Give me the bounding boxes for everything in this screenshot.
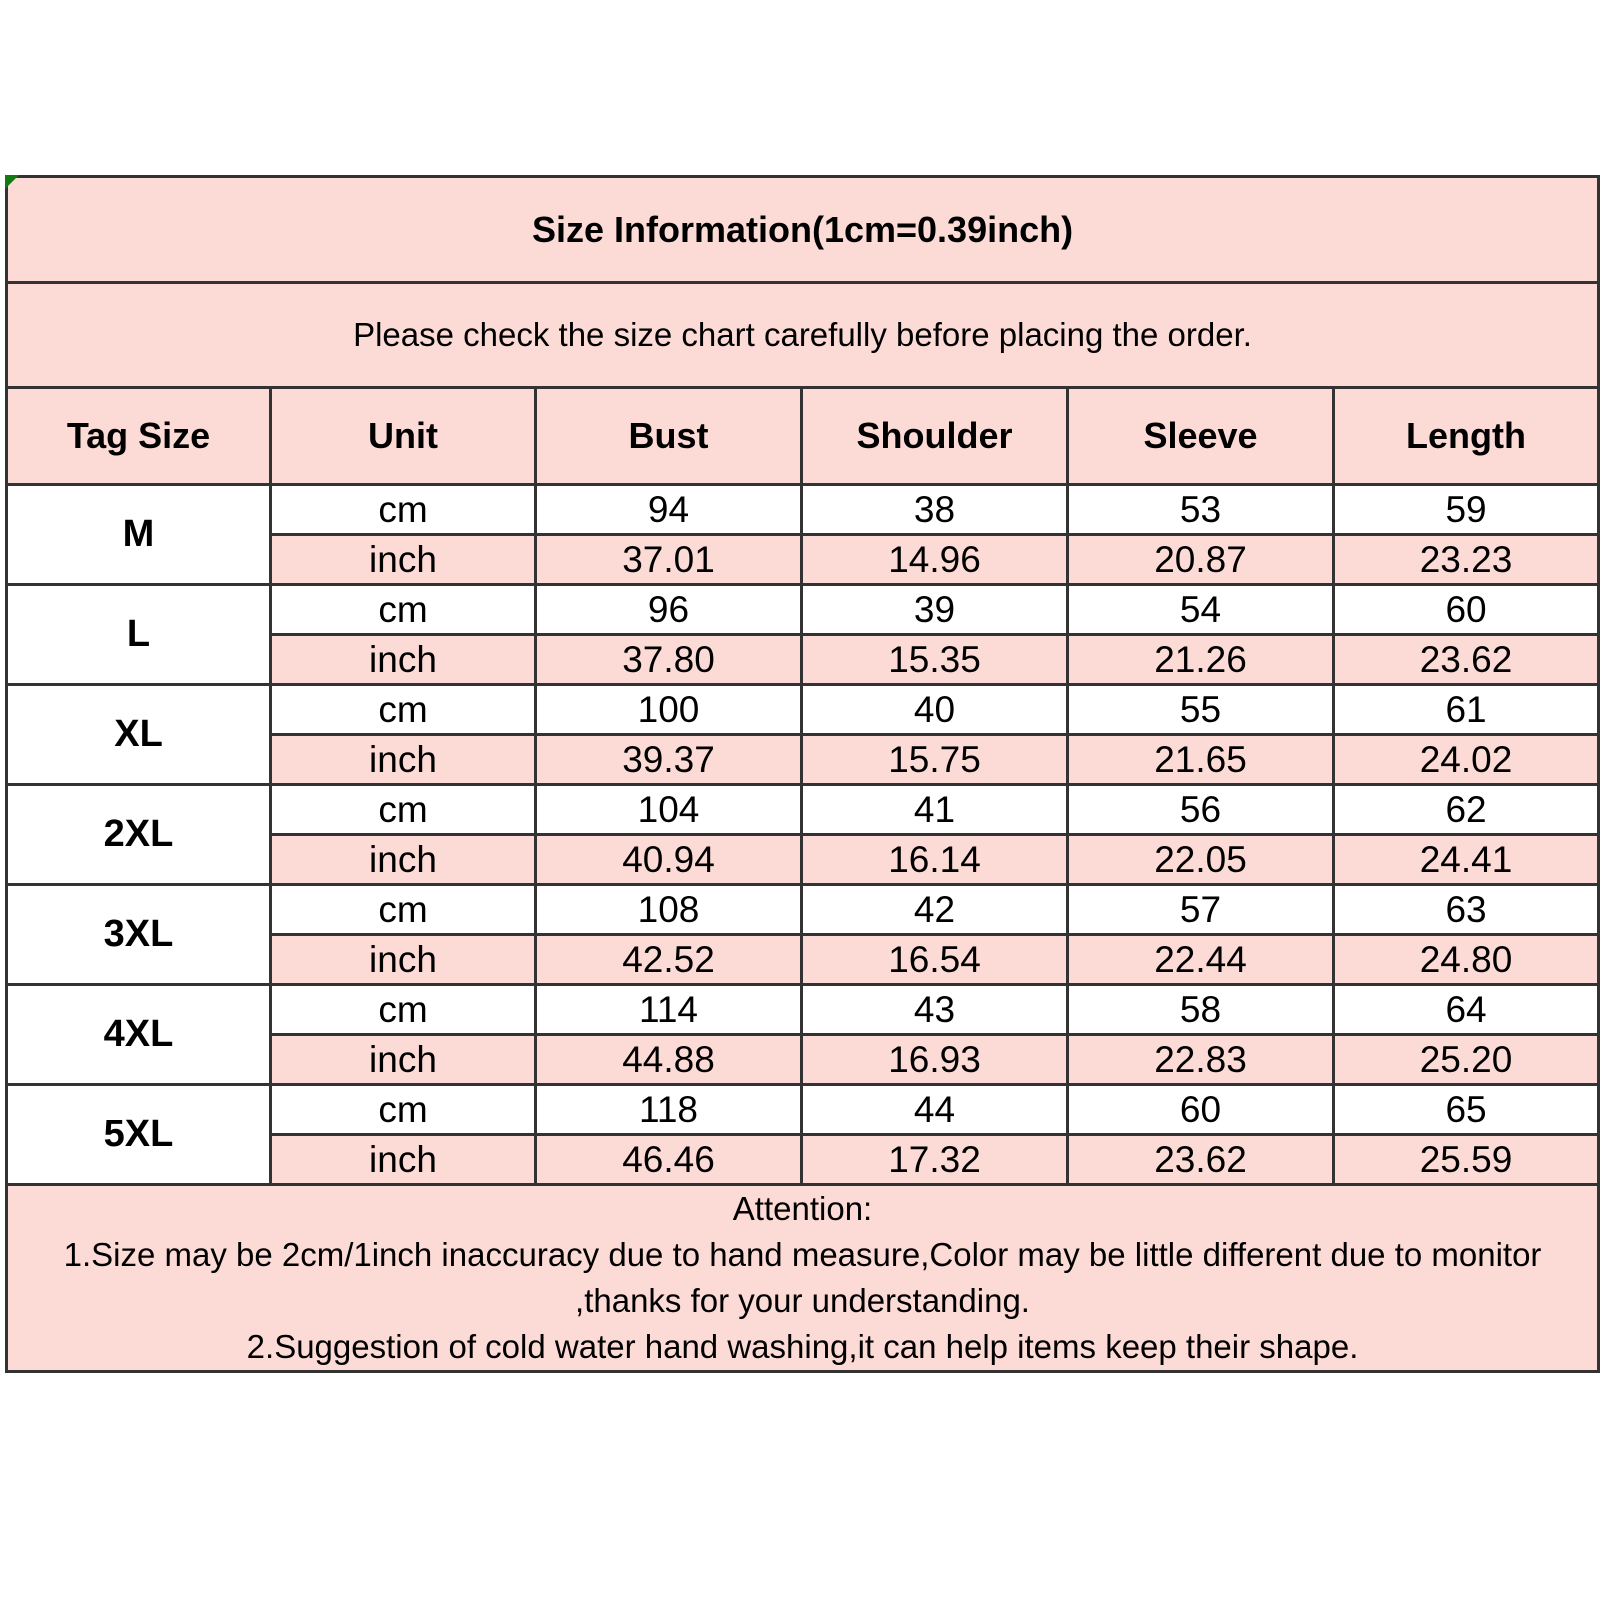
- unit-label-inch: inch: [271, 935, 536, 985]
- column-header-tag-size: Tag Size: [7, 388, 271, 485]
- attention-note: [7, 1185, 1599, 1372]
- cell-3xl-bust-inch: 42.52: [536, 935, 802, 985]
- table-row-5xl-cm: [7, 1085, 1599, 1135]
- unit-label-inch: inch: [271, 835, 536, 885]
- cell-4xl-shoulder-inch: 16.93: [802, 1035, 1068, 1085]
- cell-xl-length-inch: 24.02: [1334, 735, 1599, 785]
- table-row-l-cm: [7, 585, 1599, 635]
- tag-size-4xl: 4XL: [7, 985, 271, 1085]
- cell-5xl-shoulder-cm: 44: [802, 1085, 1068, 1135]
- unit-label-cm: cm: [271, 985, 536, 1035]
- cell-3xl-shoulder-inch: 16.54: [802, 935, 1068, 985]
- cell-m-bust-inch: 37.01: [536, 535, 802, 585]
- column-header-unit: Unit: [271, 388, 536, 485]
- cell-l-sleeve-cm: 54: [1068, 585, 1334, 635]
- column-header-row: [7, 388, 1599, 485]
- unit-label-inch: inch: [271, 735, 536, 785]
- cell-2xl-bust-inch: 40.94: [536, 835, 802, 885]
- tag-size-3xl: 3XL: [7, 885, 271, 985]
- tag-size-m: M: [7, 485, 271, 585]
- cell-2xl-length-cm: 62: [1334, 785, 1599, 835]
- cell-5xl-bust-cm: 118: [536, 1085, 802, 1135]
- cell-3xl-length-cm: 63: [1334, 885, 1599, 935]
- unit-label-cm: cm: [271, 585, 536, 635]
- attention-line-2: 2.Suggestion of cold water hand washing,it can help items keep their shape.: [246, 1328, 1359, 1365]
- cell-l-bust-cm: 96: [536, 585, 802, 635]
- attention-row: [7, 1185, 1599, 1372]
- cell-l-shoulder-inch: 15.35: [802, 635, 1068, 685]
- cell-5xl-sleeve-inch: 23.62: [1068, 1135, 1334, 1185]
- column-header-bust: Bust: [536, 388, 802, 485]
- cell-2xl-shoulder-cm: 41: [802, 785, 1068, 835]
- unit-label-cm: cm: [271, 1085, 536, 1135]
- cell-5xl-bust-inch: 46.46: [536, 1135, 802, 1185]
- cell-xl-bust-inch: 39.37: [536, 735, 802, 785]
- cell-m-shoulder-cm: 38: [802, 485, 1068, 535]
- attention-heading: Attention:: [732, 1190, 873, 1227]
- cell-xl-bust-cm: 100: [536, 685, 802, 735]
- cell-4xl-length-inch: 25.20: [1334, 1035, 1599, 1085]
- cell-2xl-sleeve-inch: 22.05: [1068, 835, 1334, 885]
- cell-3xl-sleeve-cm: 57: [1068, 885, 1334, 935]
- unit-label-inch: inch: [271, 1135, 536, 1185]
- cell-l-bust-inch: 37.80: [536, 635, 802, 685]
- cell-l-shoulder-cm: 39: [802, 585, 1068, 635]
- cell-xl-shoulder-cm: 40: [802, 685, 1068, 735]
- unit-label-inch: inch: [271, 635, 536, 685]
- table-row-4xl-cm: [7, 985, 1599, 1035]
- cell-3xl-sleeve-inch: 22.44: [1068, 935, 1334, 985]
- cell-m-bust-cm: 94: [536, 485, 802, 535]
- cell-m-sleeve-cm: 53: [1068, 485, 1334, 535]
- cell-4xl-bust-cm: 114: [536, 985, 802, 1035]
- cell-3xl-length-inch: 24.80: [1334, 935, 1599, 985]
- cell-2xl-bust-cm: 104: [536, 785, 802, 835]
- tag-size-l: L: [7, 585, 271, 685]
- tag-size-xl: XL: [7, 685, 271, 785]
- cell-xl-length-cm: 61: [1334, 685, 1599, 735]
- page-title: Size Information(1cm=0.39inch): [7, 177, 1599, 283]
- cell-xl-sleeve-cm: 55: [1068, 685, 1334, 735]
- cell-m-shoulder-inch: 14.96: [802, 535, 1068, 585]
- table-row-3xl-cm: [7, 885, 1599, 935]
- column-header-length: Length: [1334, 388, 1599, 485]
- cell-2xl-length-inch: 24.41: [1334, 835, 1599, 885]
- unit-label-cm: cm: [271, 685, 536, 735]
- tag-size-5xl: 5XL: [7, 1085, 271, 1185]
- table-row-2xl-cm: [7, 785, 1599, 835]
- column-header-shoulder: Shoulder: [802, 388, 1068, 485]
- cell-4xl-sleeve-cm: 58: [1068, 985, 1334, 1035]
- cell-3xl-shoulder-cm: 42: [802, 885, 1068, 935]
- attention-line-1-cont: ,thanks for your understanding.: [575, 1282, 1030, 1319]
- unit-label-cm: cm: [271, 485, 536, 535]
- size-table: [5, 175, 1600, 1373]
- table-row-m-cm: [7, 485, 1599, 535]
- cell-xl-sleeve-inch: 21.65: [1068, 735, 1334, 785]
- column-header-sleeve: Sleeve: [1068, 388, 1334, 485]
- cell-4xl-bust-inch: 44.88: [536, 1035, 802, 1085]
- subtitle-row: [7, 283, 1599, 388]
- unit-label-inch: inch: [271, 535, 536, 585]
- size-chart-panel: [5, 175, 1597, 1373]
- unit-label-cm: cm: [271, 785, 536, 835]
- cell-l-sleeve-inch: 21.26: [1068, 635, 1334, 685]
- title-row: [7, 177, 1599, 283]
- cell-m-length-cm: 59: [1334, 485, 1599, 535]
- cell-5xl-sleeve-cm: 60: [1068, 1085, 1334, 1135]
- page-subtitle: Please check the size chart carefully before placing the order.: [7, 283, 1599, 388]
- cell-5xl-length-inch: 25.59: [1334, 1135, 1599, 1185]
- corner-marker-icon: [5, 175, 19, 189]
- cell-2xl-shoulder-inch: 16.14: [802, 835, 1068, 885]
- cell-4xl-sleeve-inch: 22.83: [1068, 1035, 1334, 1085]
- cell-m-length-inch: 23.23: [1334, 535, 1599, 585]
- attention-line-1: 1.Size may be 2cm/1inch inaccuracy due to hand measure,Color may be little different due to monitor: [63, 1236, 1542, 1273]
- unit-label-cm: cm: [271, 885, 536, 935]
- cell-2xl-sleeve-cm: 56: [1068, 785, 1334, 835]
- cell-xl-shoulder-inch: 15.75: [802, 735, 1068, 785]
- cell-l-length-cm: 60: [1334, 585, 1599, 635]
- cell-3xl-bust-cm: 108: [536, 885, 802, 935]
- cell-l-length-inch: 23.62: [1334, 635, 1599, 685]
- cell-5xl-shoulder-inch: 17.32: [802, 1135, 1068, 1185]
- tag-size-2xl: 2XL: [7, 785, 271, 885]
- cell-4xl-length-cm: 64: [1334, 985, 1599, 1035]
- cell-m-sleeve-inch: 20.87: [1068, 535, 1334, 585]
- unit-label-inch: inch: [271, 1035, 536, 1085]
- table-row-xl-cm: [7, 685, 1599, 735]
- cell-4xl-shoulder-cm: 43: [802, 985, 1068, 1035]
- cell-5xl-length-cm: 65: [1334, 1085, 1599, 1135]
